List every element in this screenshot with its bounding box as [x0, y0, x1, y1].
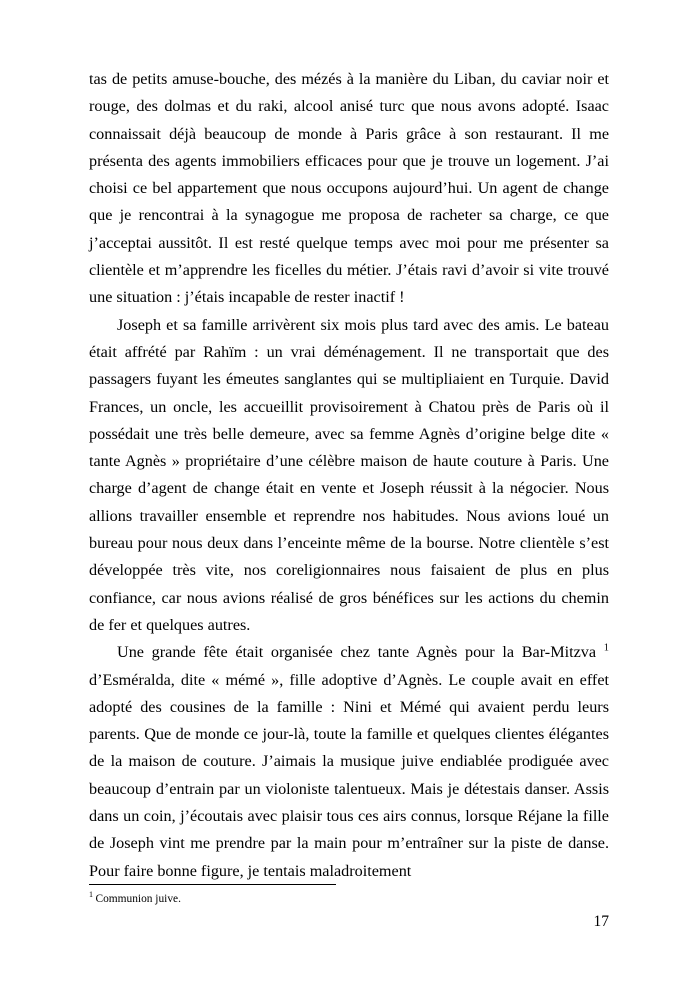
footnote-area: [89, 884, 609, 907]
footnote-reference-marker[interactable]: 1: [603, 642, 609, 654]
page-body-text: [89, 66, 609, 885]
paragraph-1: tas de petits amuse-bouche, des mézés à la manière du Liban, du caviar noir et rouge, des dolmas et du raki, alcool anisé turc que nous avons adopté. Isaac connaissait déjà beaucoup de monde à Paris grâce à son restaurant. Il me présenta des agents immobiliers efficaces pour que je trouve un logement. J’ai choisi ce bel appartement que nous occupons aujourd’hui. Un agent de change que je rencontrai à la synagogue me proposa de racheter sa charge, ce que j’acceptai aussitôt. Il est resté quelque temps avec moi pour me présenter sa clientèle et m’apprendre les ficelles du métier. J’étais ravi d’avoir si vite trouvé une situation : j’étais incapable de rester inactif !: [89, 70, 609, 307]
footnote-entry: [89, 892, 609, 907]
footnote-text: Communion juive.: [95, 893, 181, 905]
footnote-marker: 1: [89, 890, 93, 900]
paragraph-3-text-after-footnote: d’Esméralda, dite « mémé », fille adoptive d’Agnès. Le couple avait en effet adopté des cousines de la famille : Nini et Mémé qui avaient perdu leurs parents. Que de monde ce jour-là, toute la famille et quelques clientes élégantes de la maison de couture. J’aimais la musique juive endiablée prodiguée avec beaucoup d’entrain par un violoniste talentueux. Mais je détestais danser. Assis dans un coin, j’écoutais avec plaisir tous ces airs connus, lorsque Réjane la fille de Joseph vint me prendre par la main pour m’entraîner sur la piste de danse. Pour faire bonne figure, je tentais maladroitement: [89, 670, 609, 880]
paragraph-3-text-before-footnote: Une grande fête était organisée chez tante Agnès pour la Bar-Mitzva: [117, 643, 604, 662]
footnote-separator-rule: [89, 884, 336, 885]
paragraph-2: Joseph et sa famille arrivèrent six mois plus tard avec des amis. Le bateau était affrété par Rahïm : un vrai déménagement. Il ne transportait que des passagers fuyant les émeutes sanglantes qui se multipliaient en Turquie. David Frances, un oncle, les accueillit provisoirement à Chatou près de Paris où il possédait une très belle demeure, avec sa femme Agnès d’origine belge dite « tante Agnès » propriétaire d’une célèbre maison de haute couture à Paris. Une charge d’agent de change était en vente et Joseph réussit à la négocier. Nous allions travailler ensemble et reprendre nos habitudes. Nous avions loué un bureau pour nous deux dans l’enceinte même de la bourse. Notre clientèle s’est développée très vite, nos coreligionnaires nous faisaient de plus en plus confiance, car nous avions réalisé de gros bénéfices sur les actions du chemin de fer et quelques autres.: [89, 315, 609, 634]
page-number: 17: [593, 913, 609, 930]
paragraph-3: [89, 639, 609, 885]
